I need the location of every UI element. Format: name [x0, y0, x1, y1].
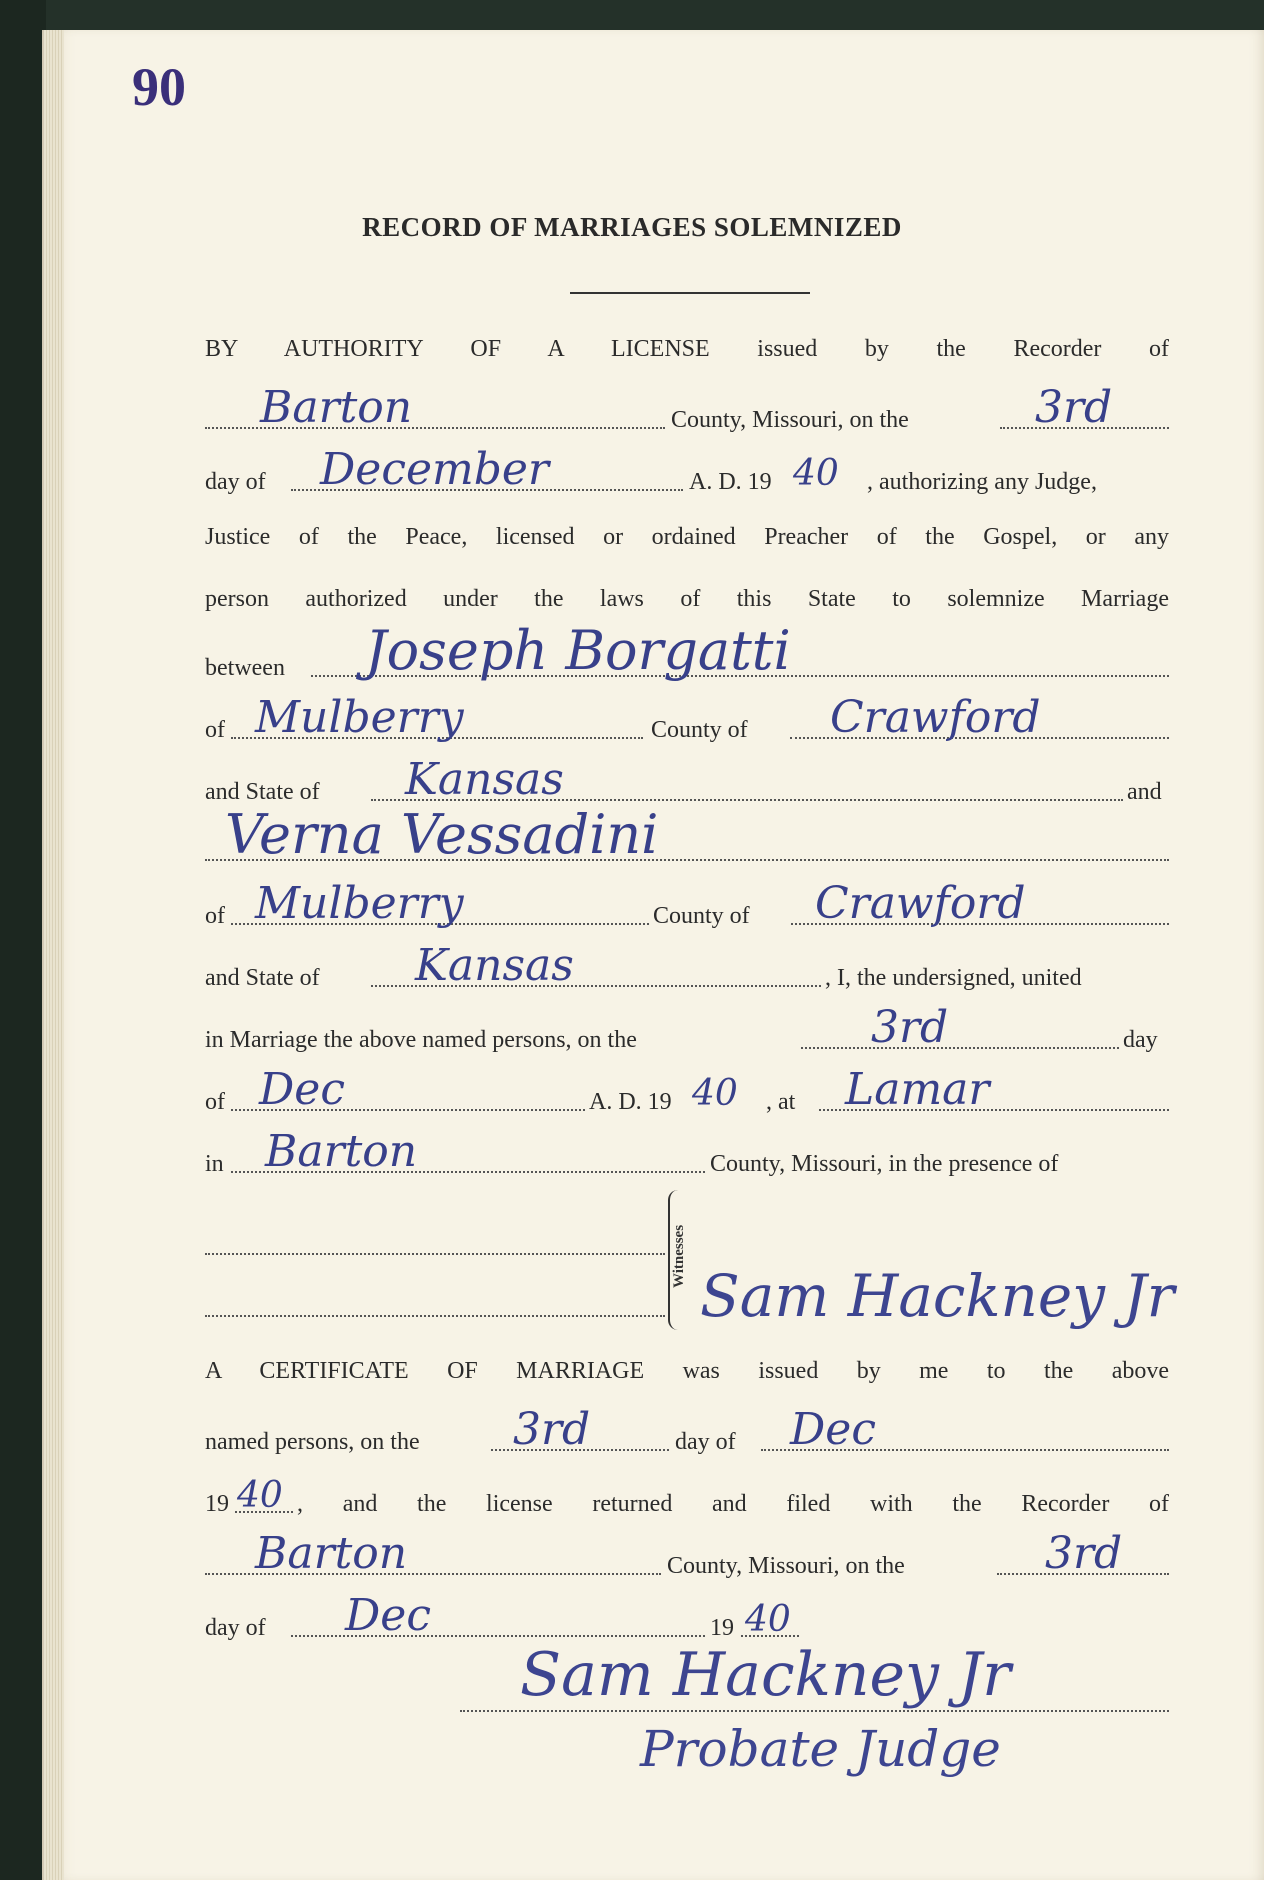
- handwritten-certificate-day: 3rd: [513, 1404, 591, 1455]
- handwritten-year-married: 40: [692, 1073, 738, 1114]
- handwritten-bride-state: Kansas: [415, 940, 574, 991]
- printed-text: day of: [205, 469, 266, 495]
- handwritten-day-issued: 3rd: [1035, 382, 1113, 433]
- officiant-signature: Sam Hackney Jr: [700, 1262, 1175, 1330]
- handwritten-groom-city: Mulberry: [255, 692, 464, 743]
- printed-text: 19: [710, 1615, 734, 1641]
- witness-line-1: [205, 1253, 665, 1255]
- printed-text: County, Missouri, in the presence of: [710, 1151, 1059, 1177]
- title-divider: [570, 292, 810, 294]
- certificate-year-line: [205, 1475, 1169, 1518]
- handwritten-county-married: Barton: [265, 1126, 418, 1177]
- license-intro: BY AUTHORITY OF A LICENSE issued by the Recorder of: [205, 336, 1169, 362]
- certificate-date-line: [205, 1404, 1169, 1456]
- bride-residence-line: [205, 878, 1169, 930]
- page-number: 90: [132, 57, 186, 117]
- handwritten-filed-year: 40: [745, 1599, 791, 1640]
- handwritten-groom-state: Kansas: [405, 754, 564, 805]
- bride-name-line: [205, 803, 1169, 866]
- printed-text: , at: [766, 1089, 796, 1115]
- printed-text: , and the license returned and filed with the Recorder of: [297, 1491, 1169, 1517]
- handwritten-year-issued: 40: [793, 453, 839, 494]
- handwritten-month-married: Dec: [259, 1064, 345, 1115]
- printed-text: County of: [653, 903, 750, 929]
- judge-title: Probate Judge: [640, 1720, 1001, 1778]
- printed-text: County, Missouri, on the: [671, 407, 909, 433]
- book-binding-left: [0, 0, 46, 1880]
- printed-text: and: [1127, 779, 1162, 805]
- handwritten-day-married: 3rd: [871, 1002, 949, 1053]
- judge-signature-line: [460, 1710, 1169, 1712]
- printed-text: of: [205, 903, 225, 929]
- handwritten-filed-county: Barton: [255, 1528, 408, 1579]
- dotted-line: [801, 1047, 1119, 1049]
- groom-state-line: [205, 754, 1169, 806]
- handwritten-county-issued: Barton: [260, 382, 413, 433]
- certificate-intro: A CERTIFICATE OF MARRIAGE was issued by me to the above: [205, 1358, 1169, 1384]
- handwritten-groom-county: Crawford: [830, 692, 1041, 743]
- book-binding-top: [0, 0, 1264, 34]
- license-county-line: [205, 382, 1169, 434]
- printed-text: named persons, on the: [205, 1429, 420, 1455]
- handwritten-bride-name: Verna Vessadini: [225, 803, 659, 866]
- printed-text: day of: [675, 1429, 736, 1455]
- printed-text: day of: [205, 1615, 266, 1641]
- printed-text: A. D. 19: [589, 1089, 672, 1115]
- printed-text: and State of: [205, 779, 320, 805]
- license-authorization-text-2: person authorized under the laws of this State to solemnize Marriage: [205, 586, 1169, 612]
- witness-line-2: [205, 1315, 665, 1317]
- printed-text: 19: [205, 1491, 229, 1517]
- handwritten-filed-day: 3rd: [1045, 1528, 1123, 1579]
- printed-text: of: [205, 1089, 225, 1115]
- printed-text: , authorizing any Judge,: [867, 469, 1097, 495]
- certificate-county-line: [205, 1528, 1169, 1580]
- page-edges: [44, 30, 64, 1880]
- printed-text: and State of: [205, 965, 320, 991]
- printed-text: of: [205, 717, 225, 743]
- printed-text: in: [205, 1151, 224, 1177]
- printed-text: in Marriage the above named persons, on the: [205, 1027, 637, 1053]
- page-title: RECORD OF MARRIAGES SOLEMNIZED: [362, 212, 902, 242]
- printed-text: County, Missouri, on the: [667, 1553, 905, 1579]
- printed-text: day: [1123, 1027, 1158, 1053]
- bride-state-line: [205, 940, 1169, 992]
- witnesses-label: Witnesses: [671, 1224, 688, 1289]
- handwritten-certificate-month: Dec: [790, 1404, 876, 1455]
- handwritten-bride-county: Crawford: [815, 878, 1026, 929]
- license-authorization-text: Justice of the Peace, licensed or ordained Preacher of the Gospel, or any: [205, 524, 1169, 550]
- judge-signature: Sam Hackney Jr: [520, 1640, 1011, 1710]
- marriage-county-line: [205, 1126, 1169, 1178]
- printed-text: between: [205, 655, 285, 681]
- groom-residence-line: [205, 692, 1169, 744]
- printed-text: County of: [651, 717, 748, 743]
- marriage-place-line: [205, 1064, 1169, 1116]
- printed-text: A. D. 19: [689, 469, 772, 495]
- groom-name-line: [205, 619, 1169, 682]
- marriage-date-line: [205, 1002, 1169, 1054]
- handwritten-groom-name: Joseph Borgatti: [365, 619, 791, 682]
- handwritten-certificate-year: 40: [237, 1475, 283, 1516]
- handwritten-bride-city: Mulberry: [255, 878, 464, 929]
- handwritten-filed-month: Dec: [345, 1590, 431, 1641]
- license-date-line: [205, 444, 1169, 496]
- handwritten-place: Lamar: [845, 1064, 990, 1115]
- printed-text: , I, the undersigned, united: [825, 965, 1082, 991]
- handwritten-month-issued: December: [320, 444, 549, 495]
- certificate-filed-date-line: [205, 1590, 1169, 1642]
